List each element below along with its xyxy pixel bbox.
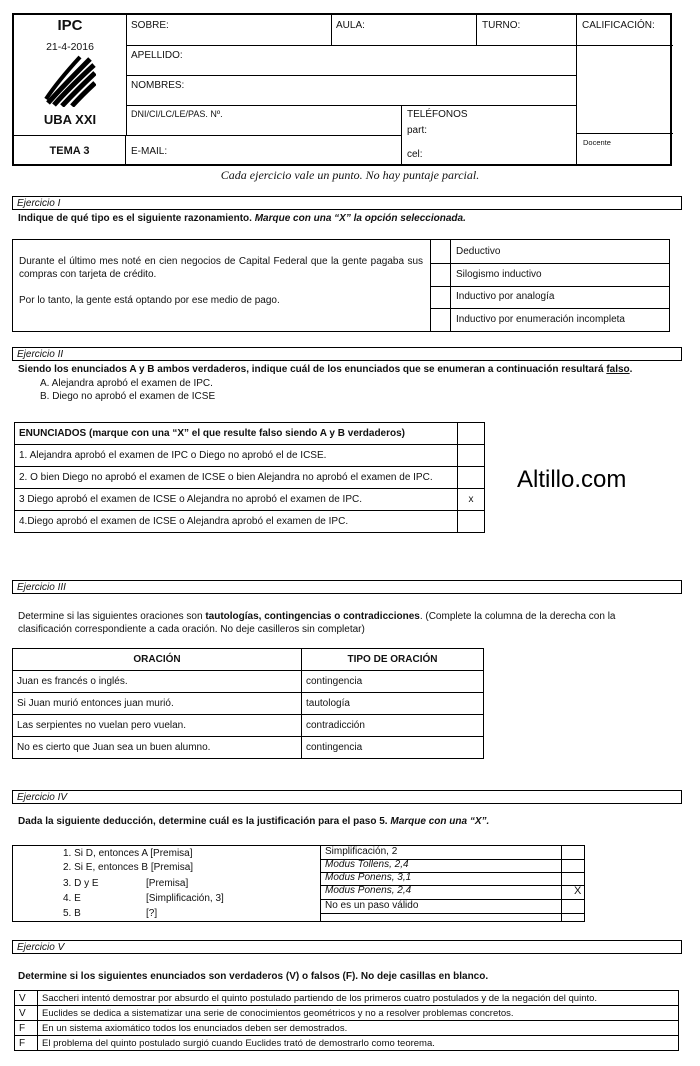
ej4-option-label: Modus Ponens, 3,1 (325, 872, 412, 883)
ej4-option[interactable] (320, 872, 584, 886)
ej1-box (12, 239, 670, 332)
turno-cell (476, 15, 477, 45)
ej3-tipo[interactable]: contingencia (302, 737, 484, 759)
sobre-label: SOBRE: (131, 20, 169, 31)
ej1-option-label: Silogismo inductivo (456, 269, 542, 280)
telefonos-cell (401, 105, 402, 166)
ej1-option-1[interactable] (450, 263, 669, 287)
ej4-instr-italic: Marque con una “X”. (390, 816, 490, 827)
part-label: part: (407, 125, 428, 136)
ej4-option-label: Modus Tollens, 2,4 (325, 859, 409, 870)
email-row (126, 135, 401, 136)
ej1-option-label: Inductivo por analogía (456, 291, 555, 302)
ej3-oracion: Las serpientes no vuelan pero vuelan. (13, 715, 302, 737)
tema-label: TEMA 3 (14, 135, 126, 166)
ej2-instr-falso: falso (606, 364, 630, 375)
row-sobre (126, 15, 576, 46)
ej2-row-mark[interactable] (458, 511, 485, 533)
logo-block (14, 15, 127, 135)
ej3-instruction (18, 610, 668, 636)
exam-date: 21-4-2016 (46, 41, 94, 53)
ej5-statement: Euclides se dedica a sistematizar una serie de conocimientos geométricos y no a resolver problemas concretos. (38, 1006, 679, 1021)
ej3-instr-post: . (Complete la columna de la derecha con la clasificación correspondiente a cada oración. No deje casilleros sin completar) (18, 611, 616, 635)
ej2-row-mark[interactable]: x (458, 489, 485, 511)
ej2-table-head: ENUNCIADOS (marque con una “X” el que resulte falso siendo A y B verdaderos) (15, 423, 458, 445)
ej4-box (12, 845, 585, 922)
ej5-title: Ejercicio V (12, 940, 682, 954)
ej3-tipo[interactable]: contradicción (302, 715, 484, 737)
ej3-tipo[interactable]: contingencia (302, 671, 484, 693)
docente-label: Docente (583, 138, 611, 147)
turno-label: TURNO: (482, 20, 521, 31)
scoring-note: Cada ejercicio vale un punto. No hay puntaje parcial. (220, 168, 480, 182)
ej2-statement-a: A. Alejandra aprobó el examen de IPC. (40, 378, 213, 389)
ej4-instruction (18, 816, 489, 827)
watermark: Altillo.com (517, 466, 627, 493)
ej4-instr-bold: Dada la siguiente deducción, determine cuál es la justificación para el paso 5. (18, 816, 388, 827)
ej3-title: Ejercicio III (12, 580, 682, 594)
email-label: E-MAIL: (131, 146, 168, 157)
ej5-statement: El problema del quinto postulado surgió cuando Euclides trató de demostrarlo como teorema. (38, 1036, 679, 1051)
ej4-option-label: Modus Ponens, 2,4 (325, 885, 412, 896)
telefonos-label: TELÉFONOS (407, 109, 468, 120)
ej3-col-tipo: TIPO DE ORACIÓN (302, 649, 484, 671)
aula-label: AULA: (336, 20, 365, 31)
row-dni (126, 105, 576, 166)
ej4-option[interactable] (320, 846, 584, 860)
ej1-title: Ejercicio I (12, 196, 682, 210)
ej1-option-3[interactable] (450, 308, 669, 331)
calificacion-label: CALIFICACIÓN: (582, 20, 655, 31)
ej2-row-text: 4.Diego aprobó el examen de ICSE o Alejandra aprobó el examen de IPC. (15, 511, 458, 533)
ej2-head-mark (458, 423, 485, 445)
ej4-step: 5. B (63, 908, 81, 919)
ej4-step: 3. D y E (63, 878, 99, 889)
ej1-instr-italic: Marque con una “X” la opción seleccionada. (254, 213, 466, 224)
ej4-title: Ejercicio IV (12, 790, 682, 804)
ej4-step-just: [Simplificación, 3] (146, 893, 224, 904)
ej5-answer[interactable]: F (15, 1036, 38, 1051)
ej3-oracion: Juan es francés o inglés. (13, 671, 302, 693)
ej4-option[interactable] (320, 899, 584, 914)
cel-label: cel: (407, 149, 423, 160)
ej5-statement: En un sistema axiomático todos los enunciados deben ser demostrados. (38, 1021, 679, 1036)
ej4-option[interactable] (320, 859, 584, 873)
ej4-step-just: [Premisa] (146, 878, 189, 889)
ej2-statement-b: B. Diego no aprobó el examen de ICSE (40, 391, 216, 402)
ej4-step: 4. E (63, 893, 81, 904)
aula-cell (331, 15, 332, 45)
ej1-option-label: Deductivo (456, 246, 501, 257)
ej1-conclusion: Por lo tanto, la gente está optando por ese medio de pago. (19, 295, 280, 306)
ej4-option[interactable] (320, 885, 584, 900)
ej1-mark-col-line-0 (430, 263, 450, 264)
nombres-label: NOMBRES: (131, 80, 185, 91)
ej4-step-just: [?] (146, 908, 158, 919)
docente-divider (577, 133, 673, 134)
ej3-oracion: Si Juan murió entonces juan murió. (13, 693, 302, 715)
dni-label: DNI/CI/LC/LE/PAS. Nº. (131, 109, 223, 119)
ej3-oracion: No es cierto que Juan sea un buen alumno. (13, 737, 302, 759)
ej1-option-2[interactable] (450, 286, 669, 309)
ej3-col-oracion: ORACIÓN (13, 649, 302, 671)
ej5-answer[interactable]: F (15, 1021, 38, 1036)
ej4-step: 2. Si E, entonces B [Premisa] (63, 862, 194, 873)
ej2-instruction: Siendo los enunciados A y B ambos verdaderos, indique cuál de los enunciados que se enumeran a continuación resultará falso. (18, 364, 633, 375)
ej1-option-0[interactable] (450, 240, 669, 264)
ej3-tipo[interactable]: tautología (302, 693, 484, 715)
ej3-instr-pre: Determine si las siguientes oraciones son (18, 611, 203, 622)
ej5-statement: Saccheri intentó demostrar por absurdo el quinto postulado partiendo de los primeros cuatro postulados y de la negación del quinto. (38, 991, 679, 1006)
ej1-instruction (18, 213, 466, 224)
ej3-instr-bold: tautologías, contingencias o contradicciones (205, 611, 420, 622)
ej1-mark-col-line-2 (430, 308, 450, 309)
uba-logo-icon (44, 55, 96, 107)
row-apellido (126, 45, 576, 76)
ej2-row-text: 2. O bien Diego no aprobó el examen de ICSE o bien Alejandra no aprobó el examen de IPC. (15, 467, 458, 489)
ej4-option-label: Simplificación, 2 (325, 846, 398, 857)
ej4-option-mark: X (574, 885, 582, 897)
ej1-premise: Durante el último mes noté en cien negocios de Capital Federal que la gente pagaba sus compras con tarjeta de crédito. (19, 256, 423, 280)
brand-name: UBA XXI (43, 112, 97, 127)
ej1-instr-bold: Indique de qué tipo es el siguiente razonamiento. (18, 213, 252, 224)
ej2-instr-text: Siendo los enunciados A y B ambos verdaderos, indique cuál de los enunciados que se enumeran a continuación resultará (18, 364, 604, 375)
ej5-instruction: Determine si los siguientes enunciados son verdaderos (V) o falsos (F). No deje casillas en blanco. (18, 971, 489, 982)
ej2-title: Ejercicio II (12, 347, 682, 361)
ej2-row-mark[interactable] (458, 445, 485, 467)
ej1-option-label: Inductivo por enumeración incompleta (456, 314, 625, 325)
exam-header (12, 13, 672, 166)
ej2-row-text: 1. Alejandra aprobó el examen de IPC o Diego no aprobó el de ICSE. (15, 445, 458, 467)
ej4-step: 1. Si D, entonces A [Premisa] (63, 848, 193, 859)
ej3-table (12, 648, 484, 759)
calif-divider (577, 45, 673, 46)
ej2-table (14, 422, 485, 533)
calificacion-column (576, 15, 673, 166)
ej5-answer[interactable]: V (15, 991, 38, 1006)
ej4-option-label: No es un paso válido (325, 900, 419, 911)
ej2-row-text: 3 Diego aprobó el examen de ICSE o Alejandra no aprobó el examen de IPC. (15, 489, 458, 511)
ej5-answer[interactable]: V (15, 1006, 38, 1021)
ej1-mark-col-line-1 (430, 286, 450, 287)
apellido-label: APELLIDO: (131, 50, 183, 61)
ej2-row-mark[interactable] (458, 467, 485, 489)
course-name: IPC (57, 17, 83, 34)
ej5-table (14, 990, 679, 1051)
row-nombres (126, 75, 576, 106)
